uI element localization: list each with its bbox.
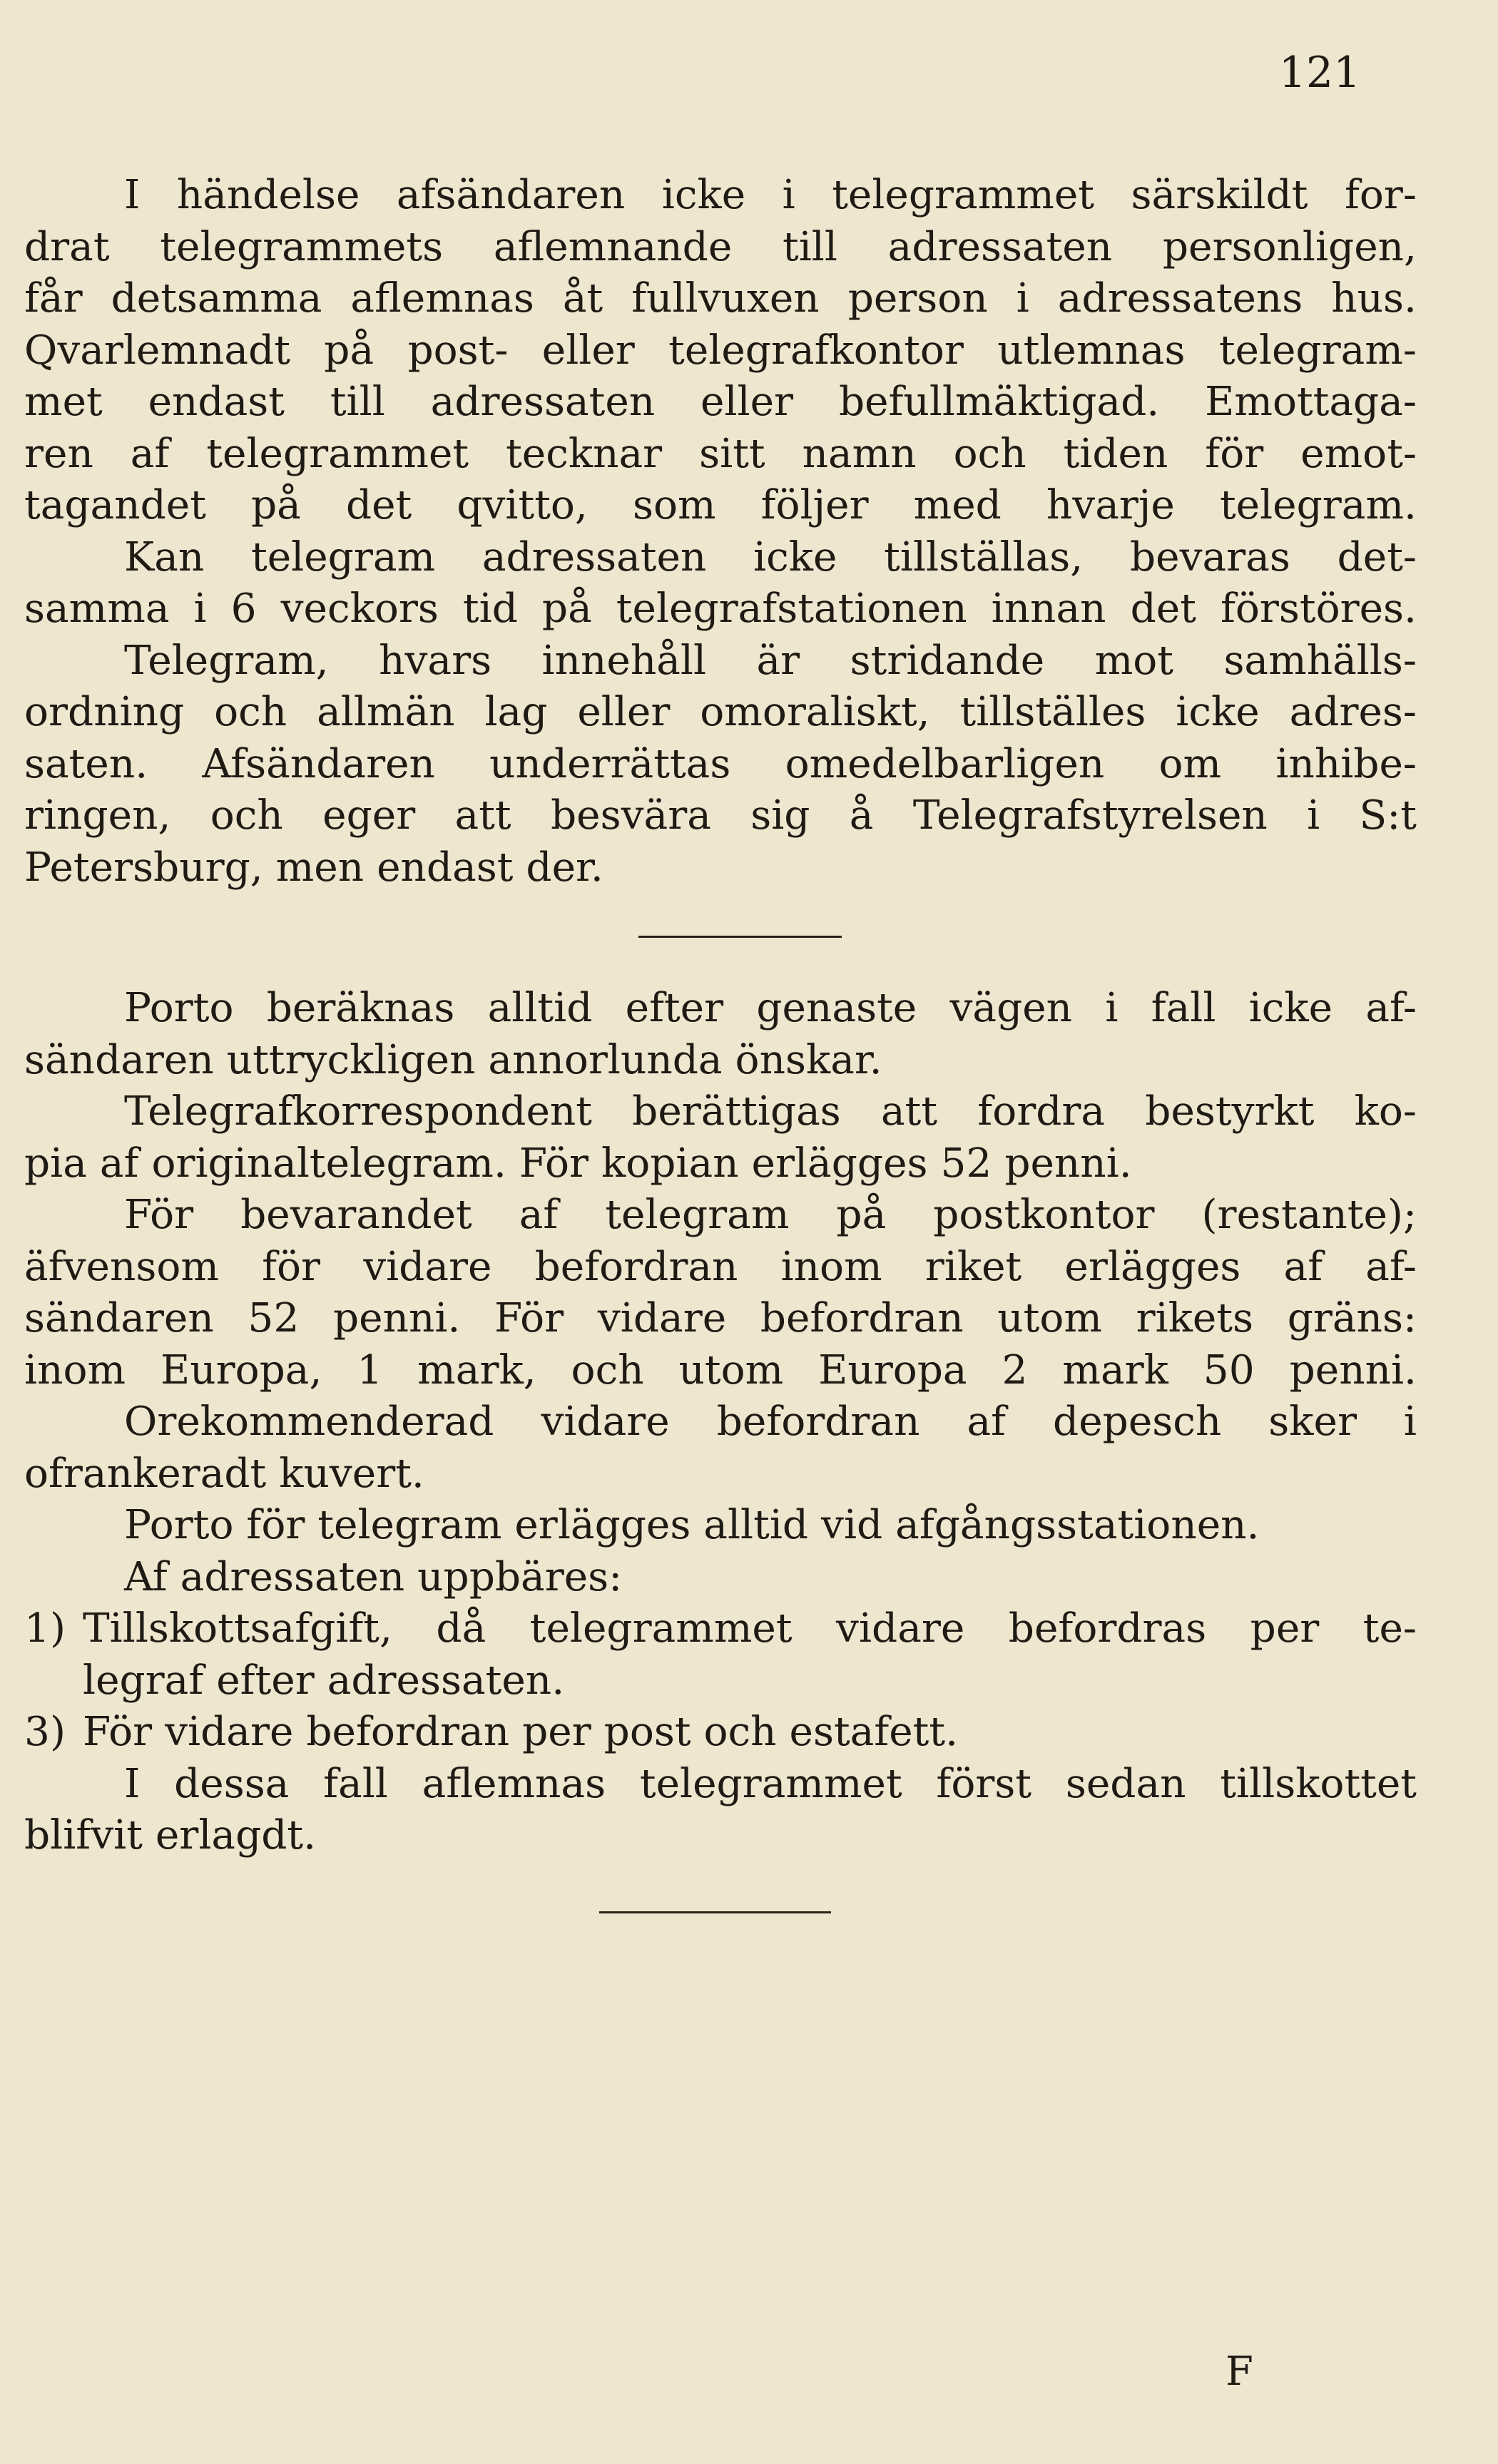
text-line: samma i 6 veckors tid på telegrafstationen innan det förstöres. [24,586,1417,632]
text-line: saten. Afsändaren underrättas omedelbarligen om inhibe- [24,740,1417,787]
section-divider [638,936,842,938]
text-line: inom Europa, 1 mark, och utom Europa 2 mark 50 penni. [24,1346,1417,1394]
page-number: 121 [1278,48,1361,98]
text-line: blifvit erlagdt. [24,1812,317,1859]
text-line: Tillskottsafgift, då telegrammet vidare befordras per te- [83,1605,1417,1652]
text-line: legraf efter adressaten. [83,1657,565,1704]
text-line: Petersburg, men endast der. [24,844,603,891]
text-line: I dessa fall aflemnas telegrammet först sedan tillskottet [124,1760,1417,1807]
text-line: Porto beräknas alltid efter genaste vägen i fall icke af- [124,985,1417,1031]
text-line: Af adressaten uppbäres: [124,1553,623,1600]
text-line: ringen, och eger att besvära sig å Telegrafstyrelsen i S:t [24,792,1417,839]
text-line: Porto för telegram erlägges alltid vid afgångsstationen. [124,1502,1260,1548]
text-line: ofrankeradt kuvert. [24,1450,424,1497]
text-line: sändaren uttryckligen annorlunda önskar. [24,1036,882,1083]
signature-mark: F [1226,2348,1253,2395]
text-section-conditions [24,170,1417,894]
text-line: met endast till adressaten eller befullmäktigad. Emottaga- [24,379,1417,425]
text-line: För bevarandet af telegram på postkontor (restante); [124,1192,1417,1238]
text-line: I händelse afsändaren icke i telegrammet särskildt for- [124,172,1417,218]
text-section-postage [24,983,1417,1862]
text-line: Telegram, hvars innehåll är stridande mot samhälls- [124,637,1417,684]
text-line: får detsamma aflemnas åt fullvuxen person i adressatens hus. [24,275,1417,322]
text-line: Kan telegram adressaten icke tillställas, bevaras det- [124,533,1417,581]
section-divider [599,1911,831,1913]
list-item-number: 1) [24,1605,66,1652]
list-item-number: 3) [24,1709,66,1755]
text-line: ren af telegrammet tecknar sitt namn och tiden för emot- [24,430,1417,477]
text-line: sändaren 52 penni. För vidare befordran utom rikets gräns: [24,1295,1417,1341]
text-line: äfvensom för vidare befordran inom riket erlägges af af- [24,1243,1417,1290]
text-line: pia af originaltelegram. För kopian erlägges 52 penni. [24,1140,1132,1187]
text-line: Orekommenderad vidare befordran af depesch sker i [124,1399,1417,1445]
text-line: tagandet på det qvitto, som följer med hvarje telegram. [24,482,1417,528]
text-line: För vidare befordran per post och estafett. [83,1709,959,1755]
text-line: Telegrafkorrespondent berättigas att fordra bestyrkt ko- [124,1088,1417,1135]
list-item [24,1707,1417,1759]
text-line: ordning och allmän lag eller omoraliskt, tillställes icke adres- [24,689,1417,735]
text-line: drat telegrammets aflemnande till adressaten personligen, [24,223,1417,270]
list-item [24,1603,1417,1707]
text-line: Qvarlemnadt på post- eller telegrafkontor utlemnas telegram- [24,327,1417,374]
